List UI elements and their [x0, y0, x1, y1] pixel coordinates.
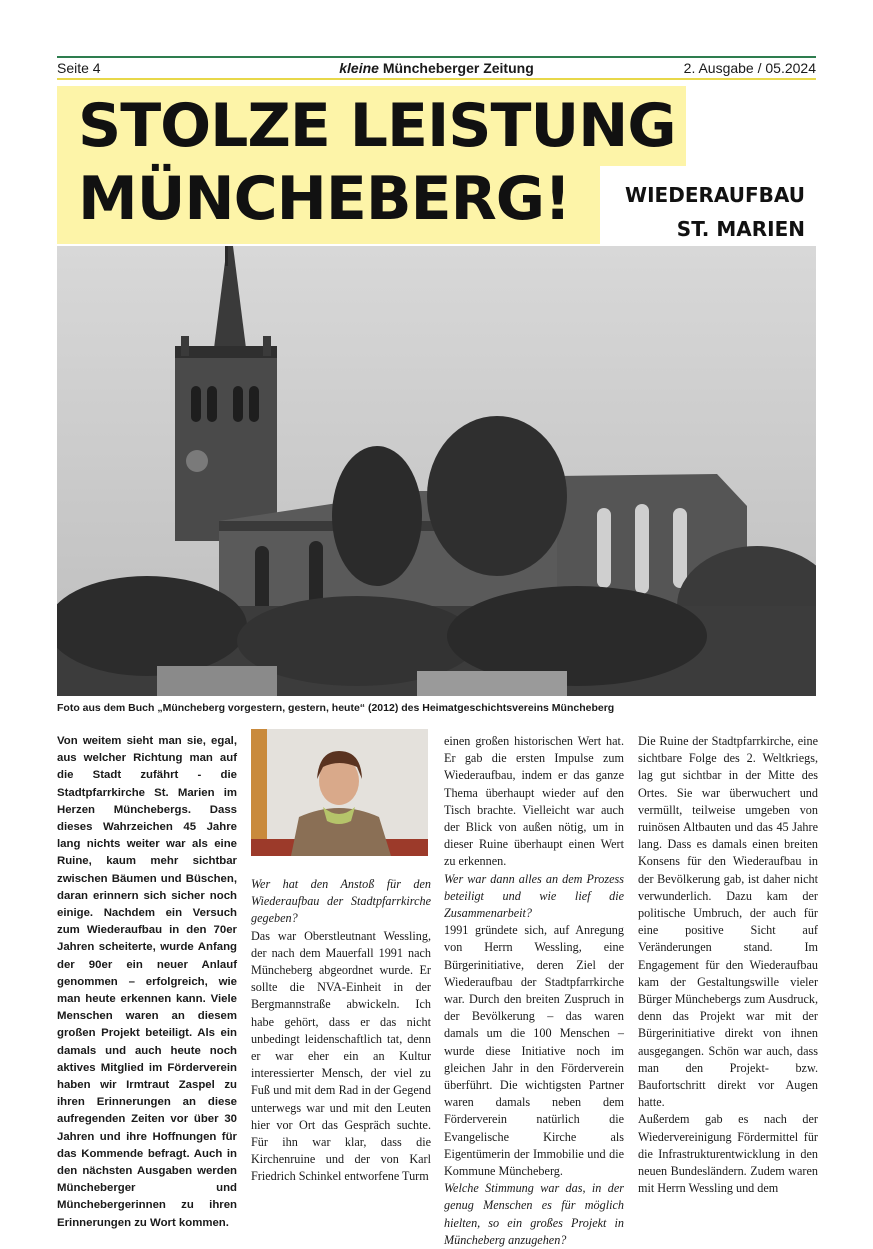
interview-answer-3: Die Ruine der Stadtpfarrkirche, eine sichtbare Folge des 2. Weltkriegs, lag gut sichtbar in der Mitte des Ortes. Sie war überwuchert und vermüllt, teilweise umgeben von ruinösen Altbauten und das 45 Jahre lang. Dass es damals einen breiten Konsens für den Wiederaufbau in der Bevölkerung gab, ist daher nicht verwunderlich. Dazu kam der politische Umbruch, der auch für eine positive Sicht auf Veränderungen stand. Im Engagement für den Wiederaufbau kam der Gestaltungswille vieler Bürger Münchebergs zum Ausdruck, denn das Projekt war mit der Bürgerinitiative direkt von ihnen ausgegangen. Schön war auch, dass man den Projekt- bzw. Baufortschritt direkt vor Augen hatte. [638, 734, 818, 1110]
interview-answer-2: 1991 gründete sich, auf Anregung von Herrn Wessling, eine Bürgerinitiative, deren Ziel der Wiederaufbau der Stadtpfarrkirche war. Durch den breiten Zuspruch in der Bevölkerung – das waren damals um die 100 Menschen – wurde diese Initiative noch im gleichen Jahr in den Förderverein überführt. Die wichtigsten Partner waren damals neben dem Förderverein natürlich die Evangelische Kirche als Eigentümerin der Immobilie und die Kommune Müncheberg. [444, 923, 624, 1179]
kicker-line-1: WIEDERAUFBAU [625, 183, 805, 207]
headline-line-1: STOLZE LEISTUNG [78, 91, 676, 161]
page-number: Seite 4 [57, 60, 101, 76]
header-rule-top [57, 56, 816, 58]
header-rule-bottom [57, 78, 816, 80]
interview-answer-3b: Außerdem gab es nach der Wiedervereinigung Fördermittel für die Infrastrukturentwicklung in den neuen Bundesländern. Zudem waren mit Herrn Wessling und dem [638, 1112, 818, 1196]
article-column-1 [57, 733, 237, 1232]
interview-question-3: Welche Stimmung war das, in der genug Menschen es für möglich hielten, so ein großes Projekt in Müncheberg anzugehen? [444, 1181, 624, 1247]
article-column-3 [444, 733, 624, 1249]
kicker-line-2: ST. MARIEN [676, 217, 805, 241]
interview-answer-1: Das war Oberstleutnant Wessling, der nach dem Mauerfall 1991 nach Müncheberg abgeordnet wurde. Er sollte die NVA-Einheit in der Bergmannstraße abwickeln. Ich habe gehört, dass er das nicht unbedingt leidenschaftlich tat, denn er war eher ein an Kultur interessierter Mensch, der viel zu Fuß und mit dem Rad in der Gegend unterwegs war und mit den Leuten hier vor Ort das Gespräch suchte. Für ihn war klar, dass die Kirchenruine und der von Karl Friedrich Schinkel entworfene Turm [251, 928, 431, 1184]
portrait-photo [251, 729, 428, 856]
church-ruin-illustration [57, 246, 816, 696]
headline-line-2: MÜNCHEBERG! [78, 164, 571, 234]
kicker [625, 178, 805, 246]
portrait-illustration [251, 729, 428, 856]
article-column-4 [638, 733, 818, 1197]
article-intro: Von weitem sieht man sie, egal, aus welcher Richtung man auf die Stadt zufährt - die Stadtpfarrkirche St. Marien im Herzen Münchebergs. Dass dieses Wahrzeichen 45 Jahre lang nichts weiter war als eine Ruine, kaum mehr sichtbar zwischen Bäumen und Büschen, daran erinnern sich sicher noch einige. Nachdem ein Versuch zum Wiederaufbau in den 70er Jahren scheiterte, wurde Anfang der 90er ein neuer Anlauf genommen – erfolgreich, wie man heute erkennen kann. Viele Menschen waren an diesem großen Projekt beteiligt. Als ein damals und auch heute noch aktives Mitglied im Förderverein haben wir Irmtraut Zaspel zu ihren Erinnerungen an diese aufregenden Zeiten vor über 30 Jahren und ihre Hoffnungen für das Kommende befragt. Auch in den nächsten Ausgaben werden Müncheberger und Münchebergerinnen zu ihren Erinnerungen zu Wort kommen. [57, 735, 237, 1229]
newspaper-title: Müncheberger Zeitung [382, 60, 534, 76]
church-ruin-photo [57, 246, 816, 696]
photo-caption: Foto aus dem Buch „Müncheberg vorgestern, gestern, heute“ (2012) des Heimatgeschichtsvereins Müncheberg [57, 702, 615, 714]
interview-question-1: Wer hat den Anstoß für den Wiederaufbau der Stadtpfarrkirche gegeben? [251, 877, 431, 926]
article-column-2 [251, 876, 431, 1186]
newspaper-prefix: kleine [339, 60, 379, 76]
interview-answer-1-continued: einen großen historischen Wert hat. Er gab die ersten Impulse zum Wiederaufbau, indem er das ganze Thema überhaupt wieder auf den Tisch brachte. Vielleicht war auch der Blick von außen nötig, um in dieser Ruine überhaupt einen Wert zu erkennen. [444, 734, 624, 869]
headline [78, 90, 676, 236]
issue-info: 2. Ausgabe / 05.2024 [683, 60, 816, 76]
interview-question-2: Wer war dann alles an dem Prozess beteiligt und wie lief die Zusammenarbeit? [444, 871, 624, 921]
